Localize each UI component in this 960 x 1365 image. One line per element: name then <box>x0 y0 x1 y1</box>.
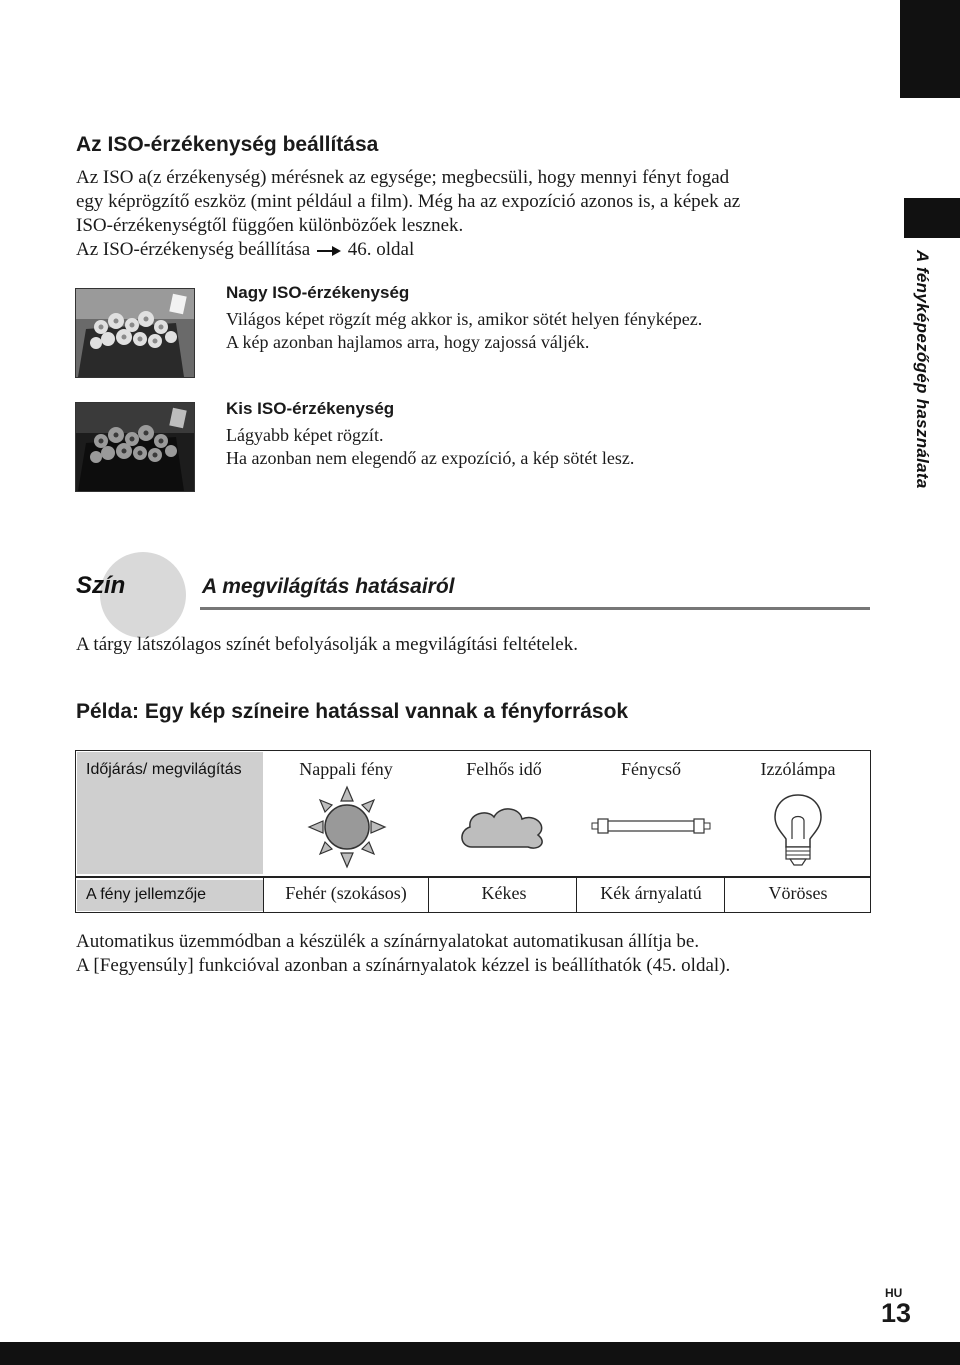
low-iso-line-2: Ha azonban nem elegendő az expozíció, a kép sötét lesz. <box>226 448 635 468</box>
sidebar-section-label: A fényképezőgép használata <box>913 250 932 489</box>
bottom-bar <box>0 1342 960 1365</box>
light-bulb-icon <box>772 793 824 869</box>
high-iso-sample-image <box>75 288 195 378</box>
flowers-dark-photo <box>76 403 194 491</box>
high-iso-line-1: Világos képet rögzít még akkor is, amikor sötét helyen fényképez. <box>226 309 703 329</box>
fluorescent-tube-icon <box>591 815 711 837</box>
example-heading: Példa: Egy kép színeire hatással vannak a fényforrások <box>76 700 629 723</box>
color-section-title: A megvilágítás hatásairól <box>202 575 455 598</box>
row-header-weather: Időjárás/ megvilágítás <box>86 761 242 778</box>
column-fluorescent: Fénycső <box>621 759 681 779</box>
iso-page-reference <box>76 238 414 262</box>
high-iso-line-2: A kép azonban hajlamos arra, hogy zajossá váljék. <box>226 332 590 352</box>
color-section-label: Szín <box>76 572 126 599</box>
column-cloudy: Felhős idő <box>466 759 542 779</box>
iso-description-line-1: Az ISO a(z érzékenység) mérésnek az egysége; megbecsüli, hogy mennyi fényt fogad <box>76 167 730 188</box>
low-iso-sample-image <box>75 402 195 492</box>
corner-tab-marker <box>900 0 960 98</box>
light-source-table <box>75 750 871 913</box>
low-iso-line-1: Lágyabb képet rögzít. <box>226 425 384 445</box>
section-divider <box>200 607 870 610</box>
note-line-1: Automatikus üzemmódban a készülék a színárnyalatokat automatikusan állítja be. <box>76 931 700 952</box>
column-incandescent: Izzólámpa <box>760 759 836 779</box>
table-row-divider <box>76 876 870 878</box>
high-iso-description <box>226 308 702 354</box>
iso-description <box>76 166 876 238</box>
column-daylight: Nappali fény <box>299 759 393 779</box>
value-daylight: Fehér (szokásos) <box>285 883 407 903</box>
low-iso-description <box>226 424 634 470</box>
value-cloudy: Kékes <box>481 883 527 903</box>
iso-description-line-2: egy képrögzítő eszköz (mint például a film). Még ha az expozíció azonos is, a képek az <box>76 191 741 212</box>
iso-description-line-3: ISO-érzékenységtől függően különbözőek lesznek. <box>76 215 464 236</box>
high-iso-title: Nagy ISO-érzékenység <box>226 283 410 302</box>
side-tab-marker <box>904 198 960 238</box>
sun-icon <box>307 785 387 869</box>
note-line-2: A [Fegyensúly] funkcióval azonban a színárnyalatok kézzel is beállíthatók (45. oldal). <box>76 955 731 976</box>
arrow-right-icon <box>317 246 341 256</box>
table-col-divider <box>263 877 264 913</box>
low-iso-title: Kis ISO-érzékenység <box>226 399 395 418</box>
color-intro: A tárgy látszólagos színét befolyásolják a megvilágítási feltételek. <box>76 634 578 655</box>
iso-ref-page: 46. oldal <box>347 239 415 260</box>
white-balance-note <box>76 930 730 978</box>
row-header-character: A fény jellemzője <box>86 886 207 903</box>
table-col-divider <box>428 877 429 913</box>
page-language: HU <box>885 1286 903 1300</box>
value-fluorescent: Kék árnyalatú <box>600 883 702 903</box>
cloud-icon <box>458 803 550 853</box>
page-number: 13 <box>881 1298 912 1328</box>
flowers-bright-photo <box>76 289 194 377</box>
value-incandescent: Vöröses <box>768 883 828 903</box>
iso-heading: Az ISO-érzékenység beállítása <box>76 133 379 156</box>
iso-ref-text: Az ISO-érzékenység beállítása <box>76 239 311 260</box>
